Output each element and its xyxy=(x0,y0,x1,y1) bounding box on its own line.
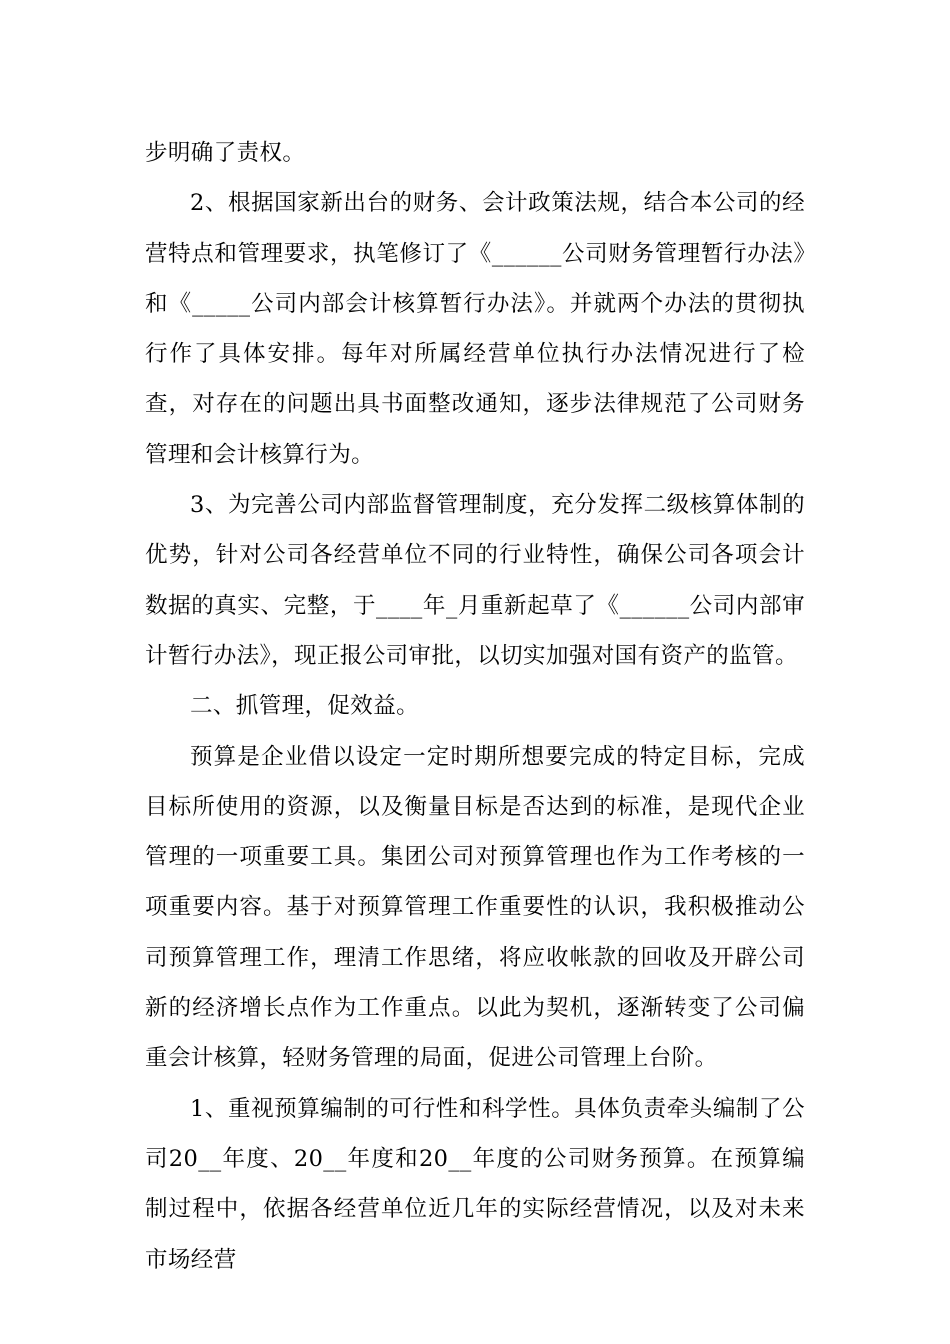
paragraph-4: 预算是企业借以设定一定时期所想要完成的特定目标，完成目标所使用的资源，以及衡量目标是否达到的标准，是现代企业管理的一项重要工具。集团公司对预算管理也作为工作考核的一项重要内容。基于对预算管理工作重要性的认识，我积极推动公司预算管理工作，理清工作思绪，将应收帐款的回收及开辟公司新的经济增长点作为工作重点。以此为契机，逐渐转变了公司偏重会计核算，轻财务管理的局面，促进公司管理上台阶。 xyxy=(145,743,805,1072)
section-heading: 二、抓管理，促效益。 xyxy=(190,693,420,720)
paragraph-2: 2、根据国家新出台的财务、会计政策法规，结合本公司的经营特点和管理要求，执笔修订了《______公司财务管理暂行办法》和《_____公司内部会计核算暂行办法》。并就两个办法的贯彻执行作了具体安排。每年对所属经营单位执行办法情况进行了检查，对存在的问题出具书面整改通知，逐步法律规范了公司财务管理和会计核算行为。 xyxy=(145,190,805,468)
document-body xyxy=(145,128,805,1285)
paragraph-1: 步明确了责权。 xyxy=(145,140,306,166)
paragraph-5: 1、重视预算编制的可行性和科学性。具体负责牵头编制了公司20__年度、20__年度和20__年度的公司财务预算。在预算编制过程中，依据各经营单位近几年的实际经营情况，以及对未来市场经营 xyxy=(145,1095,805,1273)
paragraph-3: 3、为完善公司内部监督管理制度，充分发挥二级核算体制的优势，针对公司各经营单位不同的行业特性，确保公司各项会计数据的真实、完整，于____年_月重新起草了《______公司内部审计暂行办法》，现正报公司审批，以切实加强对国有资产的监管。 xyxy=(145,492,805,669)
